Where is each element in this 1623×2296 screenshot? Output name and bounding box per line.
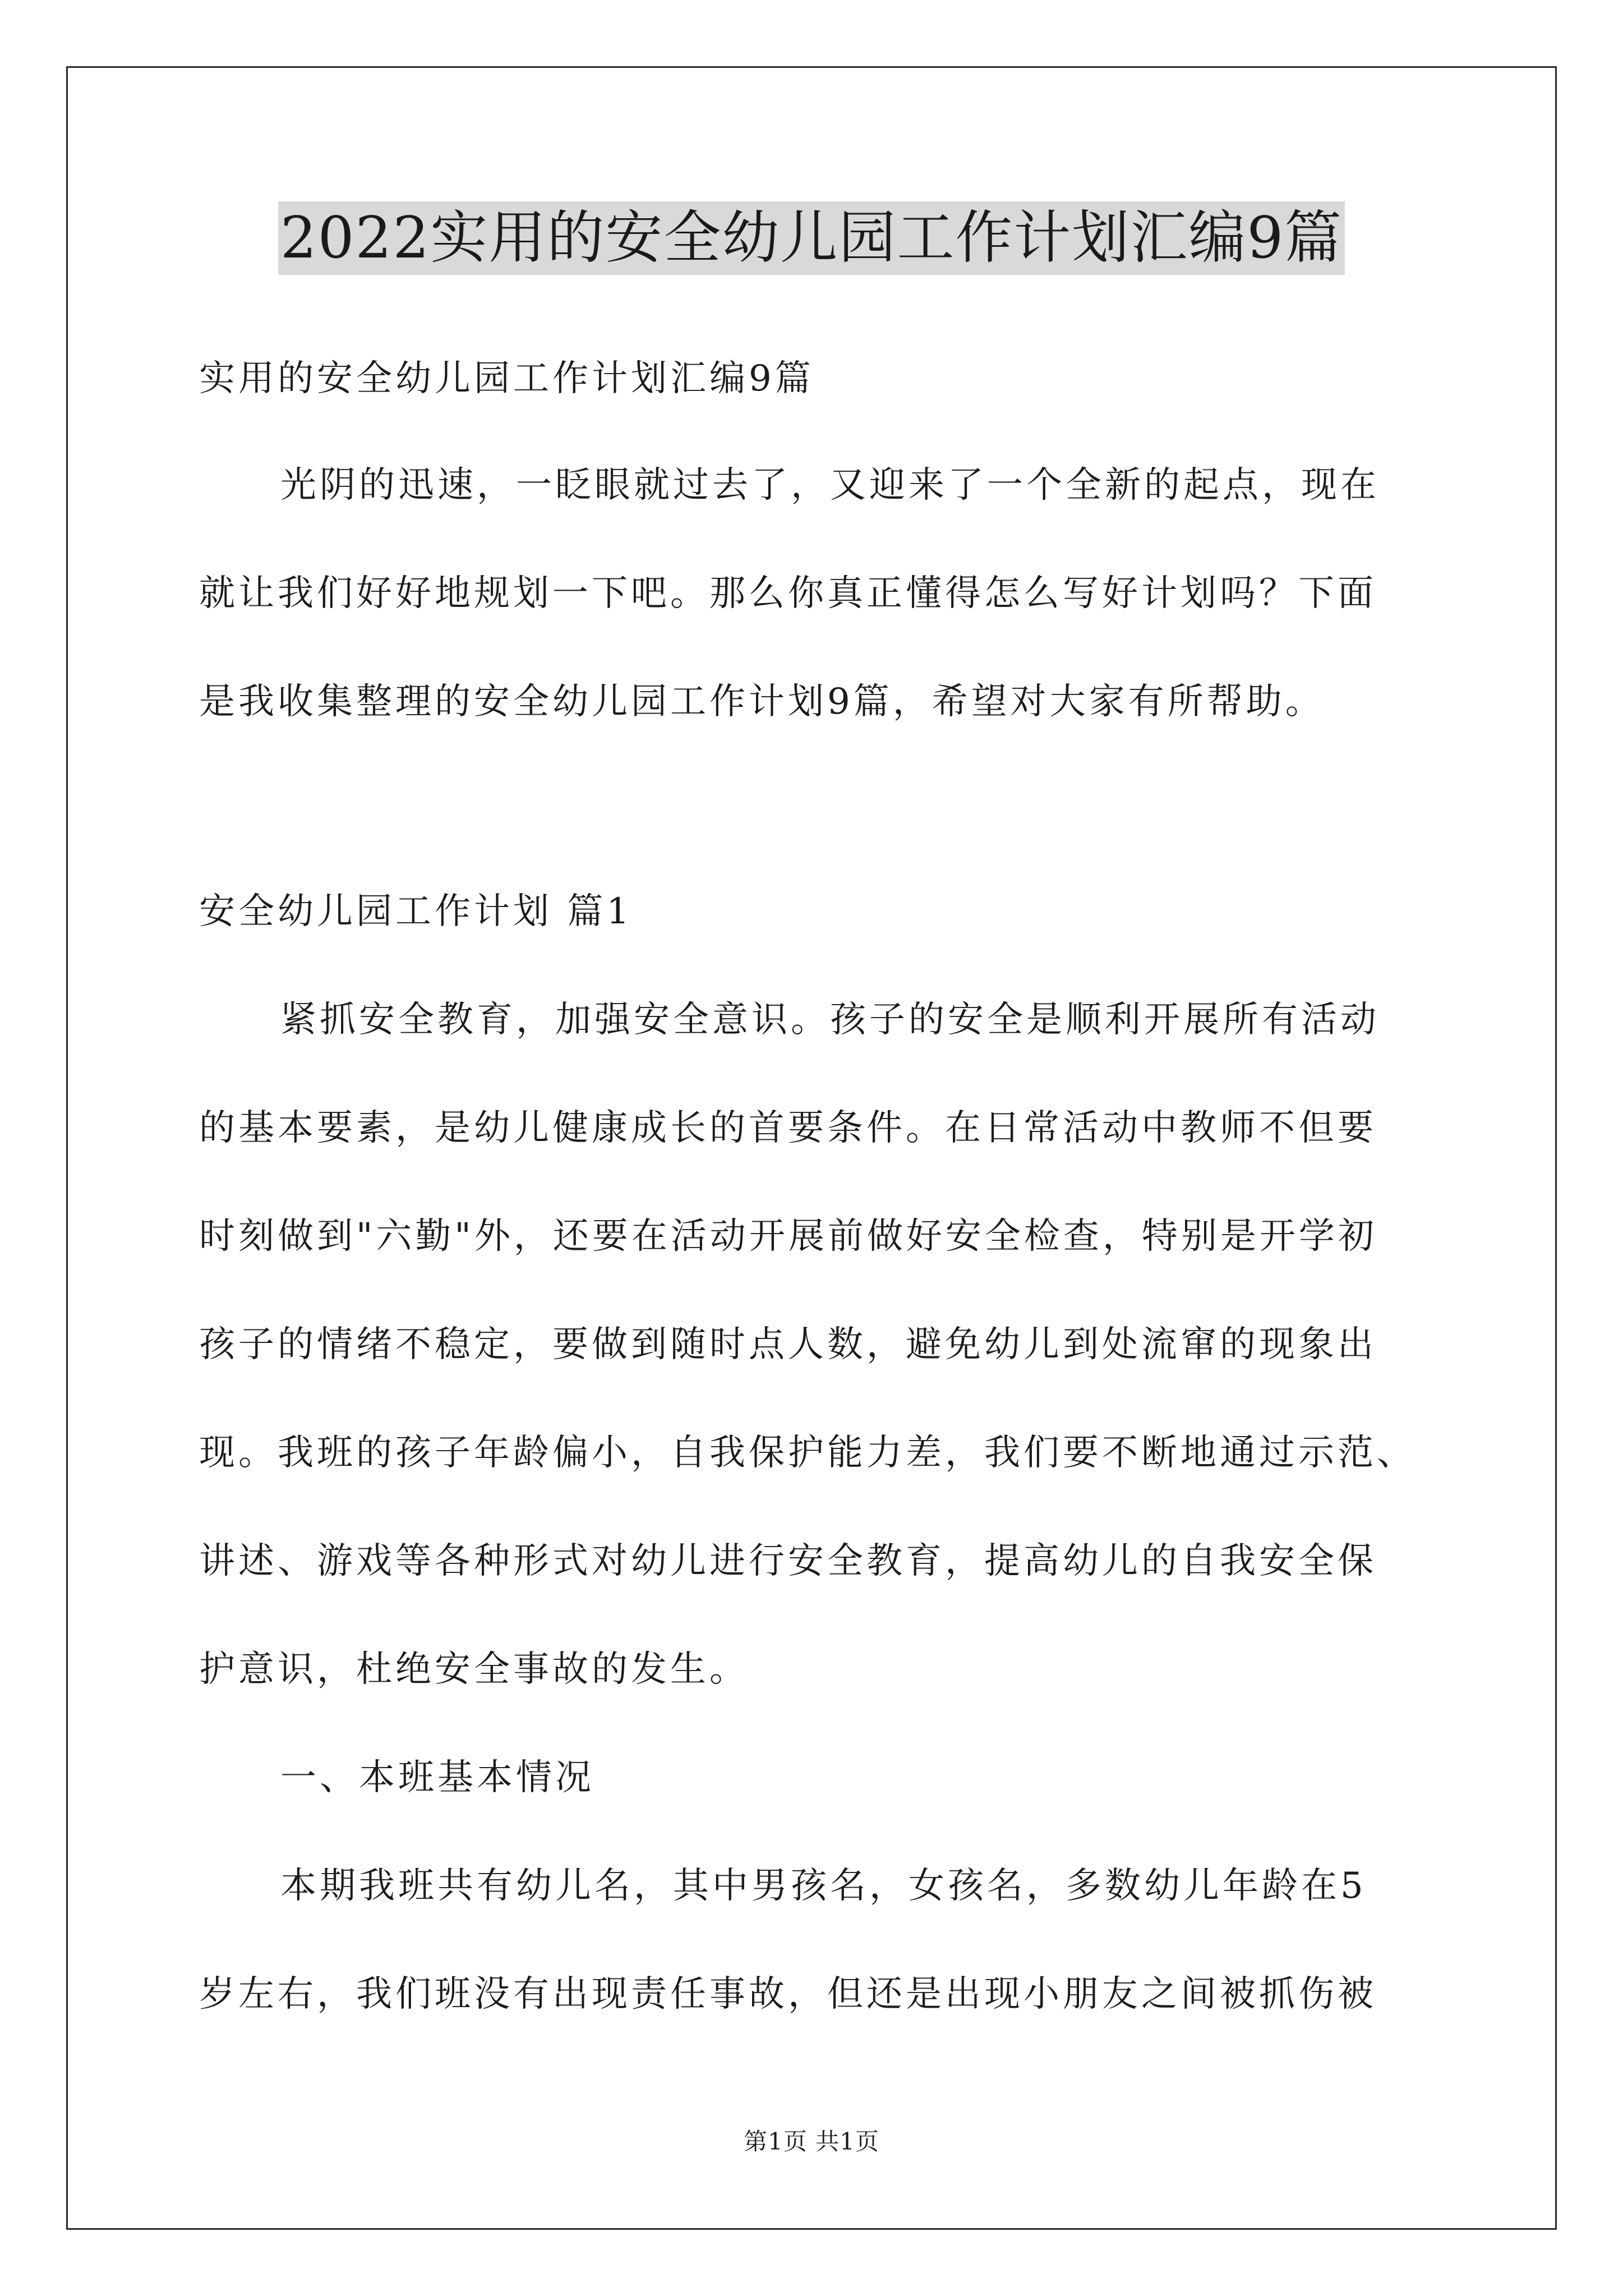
body-line-1: 紧抓安全教育，加强安全意识。孩子的安全是顺利开展所有活动 — [280, 999, 1380, 1041]
body-line-6: 讲述、游戏等各种形式对幼儿进行安全教育，提高幼儿的自我安全保 — [199, 1540, 1377, 1582]
page-number-footer: 第1页 共1页 — [744, 2128, 879, 2155]
body-line-3: 时刻做到"六勤"外，还要在活动开展前做好安全检查，特别是开学初 — [199, 1216, 1377, 1257]
subheading-basic-situation: 一、本班基本情况 — [280, 1757, 594, 1798]
body-line-8: 本期我班共有幼儿名，其中男孩名，女孩名，多数幼儿年龄在5 — [280, 1865, 1367, 1907]
body-line-9: 岁左右，我们班没有出现责任事故，但还是出现小朋友之间被抓伤被 — [199, 1973, 1377, 2015]
intro-line-1: 光阴的迅速，一眨眼就过去了，又迎来了一个全新的起点，现在 — [280, 464, 1380, 506]
document-title — [0, 199, 1623, 278]
intro-line-2: 就让我们好好地规划一下吧。那么你真正懂得怎么写好计划吗？下面 — [199, 573, 1377, 614]
body-line-5: 现。我班的孩子年龄偏小，自我保护能力差，我们要不断地通过示范、 — [199, 1432, 1416, 1474]
body-line-7: 护意识，杜绝安全事故的发生。 — [199, 1649, 749, 1690]
document-title-text: 2022实用的安全幼儿园工作计划汇编9篇 — [278, 201, 1345, 275]
body-line-2: 的基本要素，是幼儿健康成长的首要条件。在日常活动中教师不但要 — [199, 1107, 1377, 1149]
body-line-4: 孩子的情绪不稳定，要做到随时点人数，避免幼儿到处流窜的现象出 — [199, 1324, 1377, 1365]
subtitle-line: 实用的安全幼儿园工作计划汇编9篇 — [199, 358, 814, 399]
intro-line-3: 是我收集整理的安全幼儿园工作计划9篇，希望对大家有所帮助。 — [199, 681, 1325, 723]
section-heading-1: 安全幼儿园工作计划 篇1 — [199, 891, 633, 932]
